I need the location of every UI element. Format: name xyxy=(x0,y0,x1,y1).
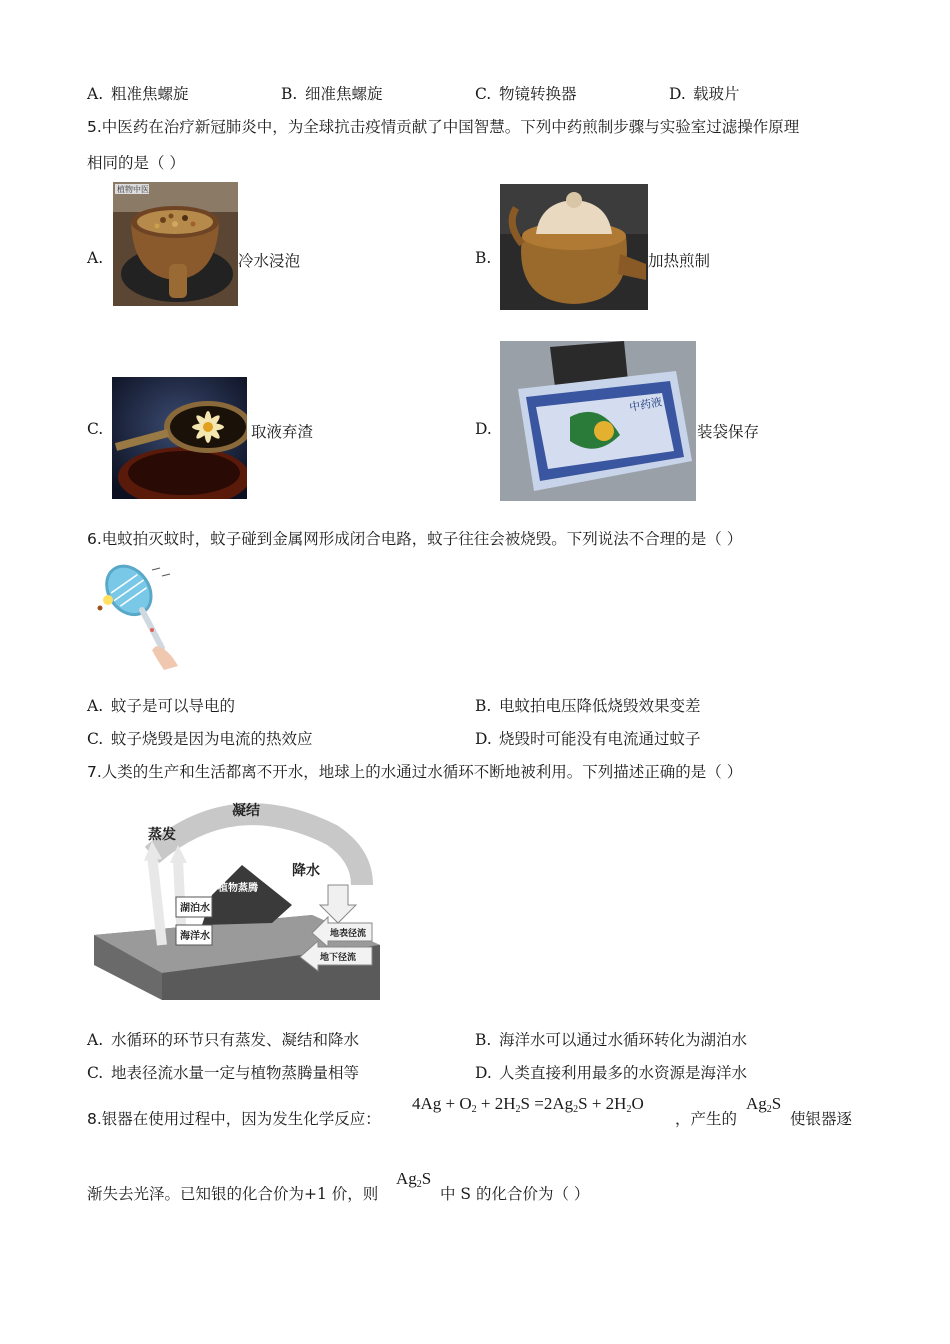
option-letter: C. xyxy=(87,730,104,748)
option-letter: D. xyxy=(475,730,492,748)
q7-option-a[interactable] xyxy=(87,1028,359,1050)
label-condense: 凝结 xyxy=(232,803,260,819)
option-letter: C. xyxy=(475,85,492,103)
q8-line2-start: 渐失去光泽。已知银的化合价为+1 价，则 xyxy=(87,1185,379,1203)
option-text: 粗准焦螺旋 xyxy=(111,85,189,103)
q5-option-c-text: 取液弃渣 xyxy=(251,423,314,441)
option-text: 水循环的环节只有蒸发、凝结和降水 xyxy=(111,1031,360,1049)
q5-option-c-letter[interactable]: C. xyxy=(87,420,104,438)
option-text: 烧毁时可能没有电流通过蚊子 xyxy=(499,730,701,748)
label-lake: 湖泊水 xyxy=(180,903,210,914)
option-text: 蚊子烧毁是因为电流的热效应 xyxy=(111,730,313,748)
question-text: 电蚊拍灭蚊时，蚊子碰到金属网形成闭合电路，蚊子往往会被烧毁。下列说法不合理的是（ ） xyxy=(101,530,743,548)
q6-option-c[interactable] xyxy=(87,727,313,749)
q4-option-a[interactable] xyxy=(87,82,189,104)
q5-option-d-letter[interactable]: D. xyxy=(475,420,492,438)
option-text: 电蚊拍电压降低烧毁效果变差 xyxy=(499,697,701,715)
option-text: 海洋水可以通过水循环转化为湖泊水 xyxy=(499,1031,748,1049)
option-letter: D. xyxy=(475,1064,492,1082)
clay-pot-on-stove-image xyxy=(500,184,648,310)
q5-option-a-letter[interactable]: A. xyxy=(87,249,104,267)
question-number: 5. xyxy=(87,118,102,136)
q8-text-end: 使银器逐 xyxy=(790,1110,853,1128)
q7-option-d[interactable] xyxy=(475,1061,747,1083)
q6-option-d[interactable] xyxy=(475,727,701,749)
label-surface-runoff: 地表径流 xyxy=(330,929,367,939)
q5-stem-line2: 相同的是（ ） xyxy=(87,154,185,172)
question-text: 人类的生产和生活都离不开水，地球上的水通过水循环不断地被利用。下列描述正确的是（ ） xyxy=(101,763,743,781)
image-corner-text: 植物中医 xyxy=(117,185,149,194)
formula-ag2s-2: $Ag_2S$ xyxy=(396,1169,432,1190)
pot-soaking-herbs-image xyxy=(113,182,238,306)
q7-stem xyxy=(87,760,742,782)
q8-stem-start xyxy=(87,1107,381,1129)
option-letter: B. xyxy=(475,1031,492,1049)
label-ocean: 海洋水 xyxy=(180,931,210,942)
q5-option-b-text: 加热煎制 xyxy=(648,252,711,270)
option-letter: A. xyxy=(87,85,104,103)
electric-mosquito-swatter-image xyxy=(90,562,190,672)
q6-option-b[interactable] xyxy=(475,694,701,716)
question-number: 8. xyxy=(87,1110,102,1128)
label-precipitate: 降水 xyxy=(292,863,320,879)
option-text: 载玻片 xyxy=(693,85,740,103)
chemical-equation: $4Ag + O_2 + 2H_2S =2Ag_2S + 2H_2O$ xyxy=(412,1094,644,1115)
option-letter: B. xyxy=(281,85,298,103)
herbal-medicine-bag-image xyxy=(500,341,696,501)
q5-option-b-letter[interactable]: B. xyxy=(475,249,492,267)
option-text: 细准焦螺旋 xyxy=(305,85,383,103)
option-letter: D. xyxy=(669,85,686,103)
question-number: 6. xyxy=(87,530,102,548)
q6-option-a[interactable] xyxy=(87,694,235,716)
label-transpire: 植物蒸腾 xyxy=(218,883,258,894)
q8-text-after-formula: ，产生的 xyxy=(675,1110,738,1128)
q6-stem xyxy=(87,527,742,549)
option-text: 蚊子是可以导电的 xyxy=(111,697,236,715)
q5-option-d-text: 装袋保存 xyxy=(697,423,760,441)
question-number: 7. xyxy=(87,763,102,781)
q5-option-a-text: 冷水浸泡 xyxy=(238,252,301,270)
q4-option-b[interactable] xyxy=(281,82,383,104)
q8-line2-end: 中 S 的化合价为（ ） xyxy=(440,1185,590,1203)
option-text: 人类直接利用最多的水资源是海洋水 xyxy=(499,1064,748,1082)
q7-option-c[interactable] xyxy=(87,1061,359,1083)
q4-option-c[interactable] xyxy=(475,82,577,104)
option-letter: A. xyxy=(87,697,104,715)
label-evaporate: 蒸发 xyxy=(148,827,176,843)
option-letter: B. xyxy=(475,697,492,715)
formula-ag2s: $Ag_2S$ xyxy=(746,1094,782,1115)
question-text: 中医药在治疗新冠肺炎中，为全球抗击疫情贡献了中国智慧。下列中药煎制步骤与实验室过滤操作原理 xyxy=(101,118,800,136)
label-ground-runoff: 地下径流 xyxy=(320,953,357,963)
option-letter: C. xyxy=(87,1064,104,1082)
q7-option-b[interactable] xyxy=(475,1028,747,1050)
strainer-with-flower-image xyxy=(112,377,247,499)
water-cycle-diagram xyxy=(92,795,382,1000)
option-text: 物镜转换器 xyxy=(499,85,577,103)
q5-stem-line1 xyxy=(87,115,799,137)
question-text: 银器在使用过程中，因为发生化学反应： xyxy=(101,1110,381,1128)
bag-label: 中药液 xyxy=(628,395,664,414)
option-letter: A. xyxy=(87,1031,104,1049)
q4-option-d[interactable] xyxy=(669,82,740,104)
option-text: 地表径流水量一定与植物蒸腾量相等 xyxy=(111,1064,360,1082)
